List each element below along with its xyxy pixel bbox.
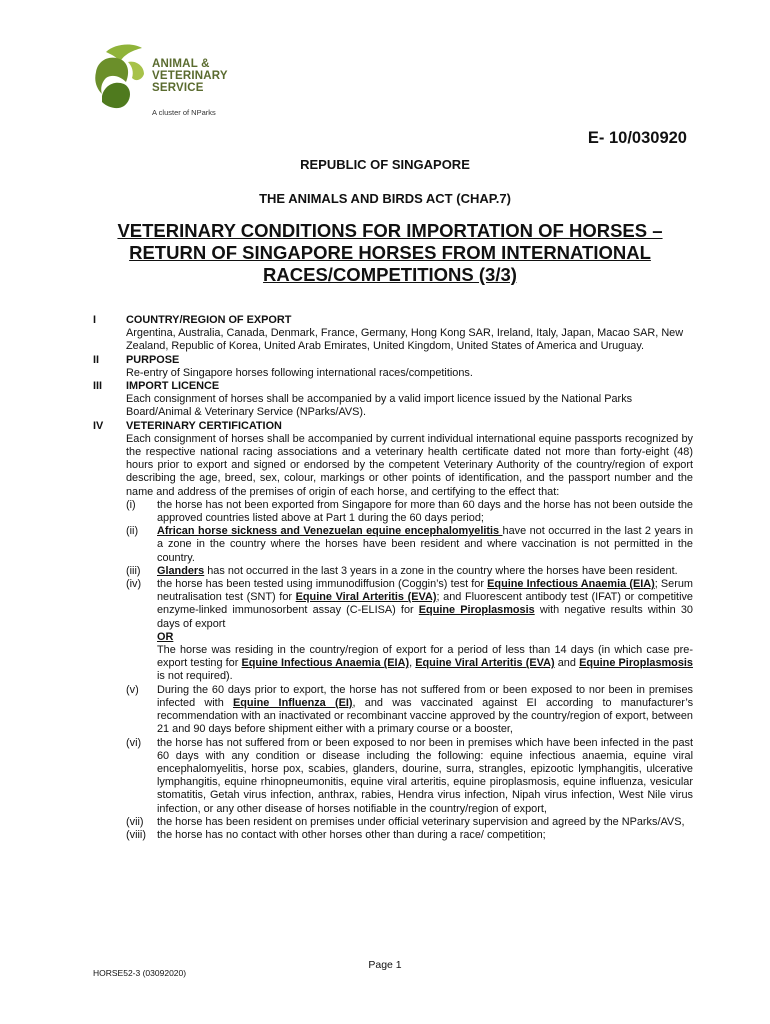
section-number: I: [93, 314, 97, 326]
section-veterinary-certification: [93, 420, 693, 843]
disease-name: Equine Influenza (EI): [233, 696, 353, 709]
item-text: with negative results within 30 days of export: [157, 604, 693, 630]
item-number: (iv): [126, 578, 142, 591]
item-number: (ii): [126, 525, 139, 538]
section-number: IV: [93, 419, 104, 432]
logo-wordmark: [152, 58, 228, 94]
item-number: (iii): [126, 564, 141, 577]
disease-name: Equine Viral Arteritis (EVA): [295, 591, 437, 604]
disease-name: African horse sickness and Venezuelan equine encephalomyelitis: [157, 525, 503, 538]
section-heading: COUNTRY/REGION OF EXPORT: [126, 314, 292, 326]
item-number: (vii): [126, 815, 144, 828]
list-item: [126, 684, 693, 737]
list-item: [126, 816, 693, 829]
page-title: VETERINARY CONDITIONS FOR IMPORTATION OF HORSES – RETURN OF SINGAPORE HORSES FROM INTERNATIONAL RACES/COMPETITIONS (3/3): [117, 220, 663, 285]
avs-leaf-logo-icon: [92, 42, 150, 112]
item-text: , and was vaccinated against EI according to manufacturer’s recommendation with an inactivated or recombinant vaccine approved by the country/region of export, between 21 and 90 days before shipment either with a primary course or a booster,: [157, 696, 694, 736]
disease-name: Equine Piroplasmosis: [418, 604, 535, 617]
list-item: [126, 499, 693, 525]
section-number: III: [93, 380, 103, 393]
section-text: Re-entry of Singapore horses following international races/competitions.: [126, 366, 473, 379]
list-item: [126, 578, 693, 684]
logo-line-2: VETERINARY: [152, 70, 228, 82]
item-number: (v): [126, 683, 139, 696]
disease-name: Equine Piroplasmosis: [579, 657, 693, 670]
item-text: ; Serum neutralisation test (SNT) for: [157, 578, 693, 604]
section-heading: IMPORT LICENCE: [126, 380, 220, 393]
logo-line-1: ANIMAL &: [152, 58, 210, 70]
list-item: [126, 829, 693, 842]
list-item: [126, 737, 693, 816]
section-text: Each consignment of horses shall be accompanied by a valid import licence issued by the National Parks Board/Animal & Veterinary Service (NParks/AVS).: [126, 393, 633, 419]
item-text: ,: [409, 657, 416, 670]
item-text: the horse has been resident on premises under official veterinary supervision and agreed by the NParks/AVS,: [157, 815, 685, 828]
item-text: the horse has not been exported from Singapore for more than 60 days and the horse has not been outside the approved countries listed above at Part 1 during the 60 days period;: [157, 498, 693, 525]
item-text: is not required).: [157, 670, 233, 683]
item-text: and: [554, 657, 580, 670]
disease-name: Equine Viral Arteritis (EVA): [415, 657, 555, 670]
list-item: [126, 565, 693, 578]
disease-name: Glanders: [157, 564, 205, 577]
item-text: the horse has been tested using immunodiffusion (Coggin’s) test for: [157, 578, 488, 591]
item-text: the horse has not suffered from or been exposed to nor been in premises which have been infected in the past 60 days with any condition or disease including the following: equine infectious anaemia, equine viral encephalomyelitis, horse pox, scabies, glanders, dourine, surra, strangles, epizootic lymphangitis, ulcerative lymphangitis, equine rhinopneumonitis, equine viral arteritis, equine piroplasmosis, equine influenza, vesicular stomatitis, Getah virus infection, anthrax, rabies, Hendra virus infection, Nipah virus infection, West Nile virus infection, or any other disease of horses notifiable in the country/region of export,: [157, 736, 693, 815]
header-republic: REPUBLIC OF SINGAPORE: [300, 157, 470, 172]
section-text: Argentina, Australia, Canada, Denmark, France, Germany, Hong Kong SAR, Ireland, Italy, Japan, Macao SAR, New Zealand, Republic of Korea, United Arab Emirates, United Kingdom, United States of America and Uruguay.: [126, 327, 684, 353]
header-act: THE ANIMALS AND BIRDS ACT (CHAP.7): [259, 191, 511, 206]
item-text: ; and Fluorescent antibody test (IFAT) or competitive enzyme-linked immunosorbent assay (C-ELISA) for: [157, 591, 693, 617]
item-number: (i): [126, 498, 136, 511]
item-text: During the 60 days prior to export, the horse has not suffered from or been exposed to nor been in premises infected with: [157, 683, 693, 709]
document-body: [93, 314, 693, 842]
document-reference: E- 10/030920: [587, 129, 687, 147]
section-heading: PURPOSE: [126, 353, 180, 366]
section-number: II: [93, 353, 100, 366]
section-purpose: [93, 354, 693, 380]
page-number: Page 1: [368, 959, 402, 971]
item-text: have not occurred in the last 2 years in a zone in the country where the horses have been resident and where vaccination is not permitted in the country.: [157, 525, 693, 564]
document-code: HORSE52-3 (03092020): [93, 968, 187, 978]
item-text: The horse was residing in the country/region of export for a period of less than 14 days (in which case pre-export testing for: [157, 644, 693, 670]
list-item: [126, 525, 693, 565]
disease-name: Equine Infectious Anaemia (EIA): [487, 578, 655, 591]
section-text: Each consignment of horses shall be accompanied by current individual international equine passports recognized by the respective national racing associations and a veterinary health certificate dated not more than forty-eight (48) hours prior to export and signed or endorsed by the competent Veterinary Authority of the country/region of export describing the age, breed, sex, colour, markings or other points of identification, and the passport number and the name and address of the premises of origin of each horse, and certifying to the effect that:: [126, 432, 693, 498]
disease-name: Equine Infectious Anaemia (EIA): [241, 657, 410, 670]
item-number: (viii): [126, 828, 146, 841]
logo-line-3: SERVICE: [152, 82, 204, 94]
item-text: the horse has no contact with other horses other than during a race/ competition;: [157, 828, 546, 841]
certification-items: [126, 499, 693, 842]
section-heading: VETERINARY CERTIFICATION: [126, 419, 282, 432]
or-label: OR: [157, 630, 174, 643]
item-text: has not occurred in the last 3 years in a zone in the country where the horses have been resident.: [204, 564, 678, 577]
avs-logo: [92, 42, 252, 120]
logo-subtitle: A cluster of NParks: [152, 108, 216, 117]
section-import-licence: [93, 380, 693, 420]
section-country: [93, 314, 693, 354]
item-number: (vi): [126, 736, 142, 749]
